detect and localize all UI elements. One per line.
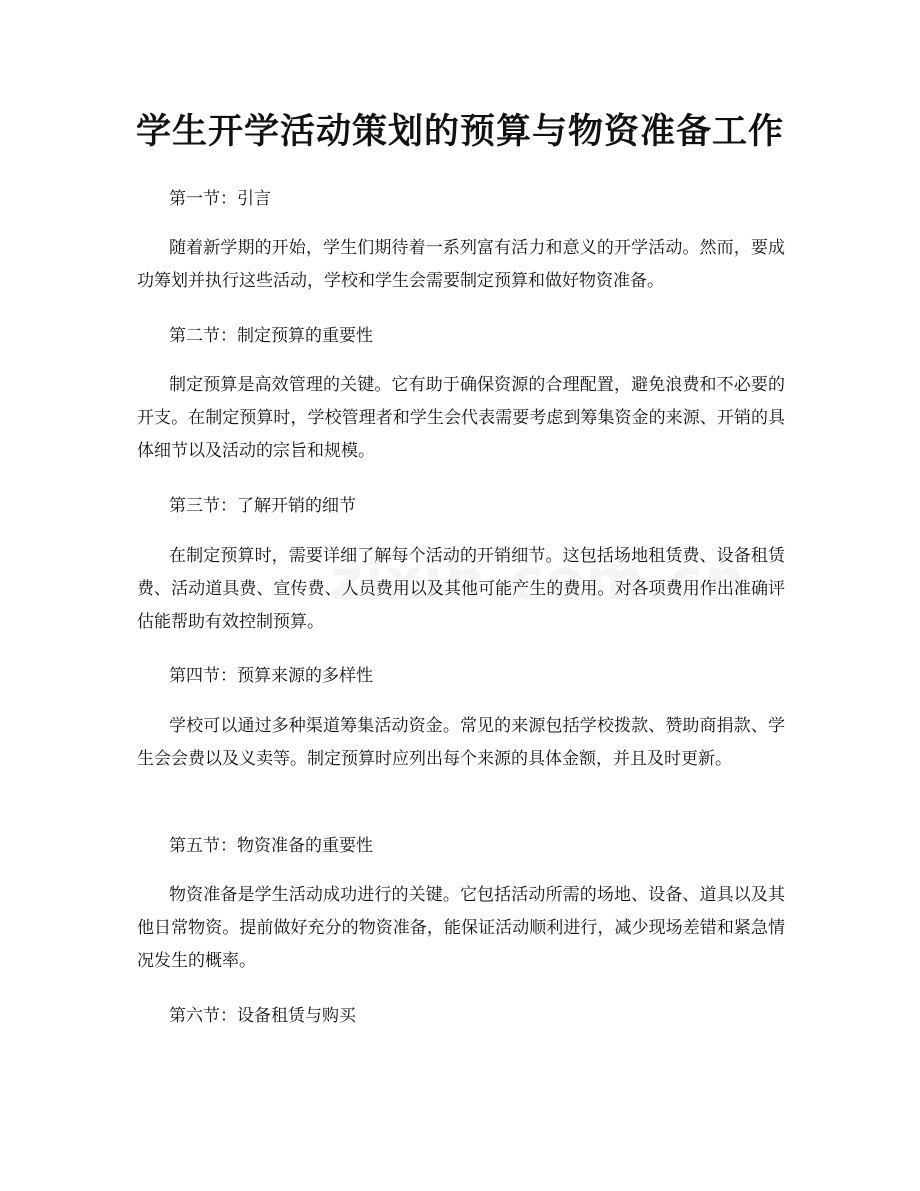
section-4-body: 学校可以通过多种渠道筹集活动资金。常见的来源包括学校拨款、赞助商捐款、学生会会费以及义卖等。制定预算时应列出每个来源的具体金额，并且及时更新。	[137, 716, 785, 769]
section-2-body: 制定预算是高效管理的关键。它有助于确保资源的合理配置，避免浪费和不必要的开支。在制定预算时，学校管理者和学生会代表需要考虑到筹集资金的来源、开销的具体细节以及活动的宗旨和规模。	[137, 375, 785, 461]
section-3-body: 在制定预算时，需要详细了解每个活动的开销细节。这包括场地租赁费、设备租赁费、活动道具费、宣传费、人员费用以及其他可能产生的费用。对各项费用作出准确评估能帮助有效控制预算。	[137, 546, 785, 632]
document-title: 学生开学活动策划的预算与物资准备工作	[135, 112, 784, 152]
section-5-heading: 第五节：物资准备的重要性	[169, 836, 373, 856]
section-1-body: 随着新学期的开始，学生们期待着一系列富有活力和意义的开学活动。然而，要成功筹划并执行这些活动，学校和学生会需要制定预算和做好物资准备。	[137, 238, 785, 291]
section-4-heading: 第四节：预算来源的多样性	[169, 666, 373, 686]
section-1-heading: 第一节：引言	[169, 189, 271, 209]
section-2-heading: 第二节：制定预算的重要性	[169, 326, 373, 346]
section-5-body: 物资准备是学生活动成功进行的关键。它包括活动所需的场地、设备、道具以及其他日常物资。提前做好充分的物资准备，能保证活动顺利进行，减少现场差错和紧急情况发生的概率。	[137, 885, 785, 971]
section-3-heading: 第三节：了解开销的细节	[169, 496, 356, 516]
section-6-heading: 第六节：设备租赁与购买	[169, 1006, 356, 1026]
